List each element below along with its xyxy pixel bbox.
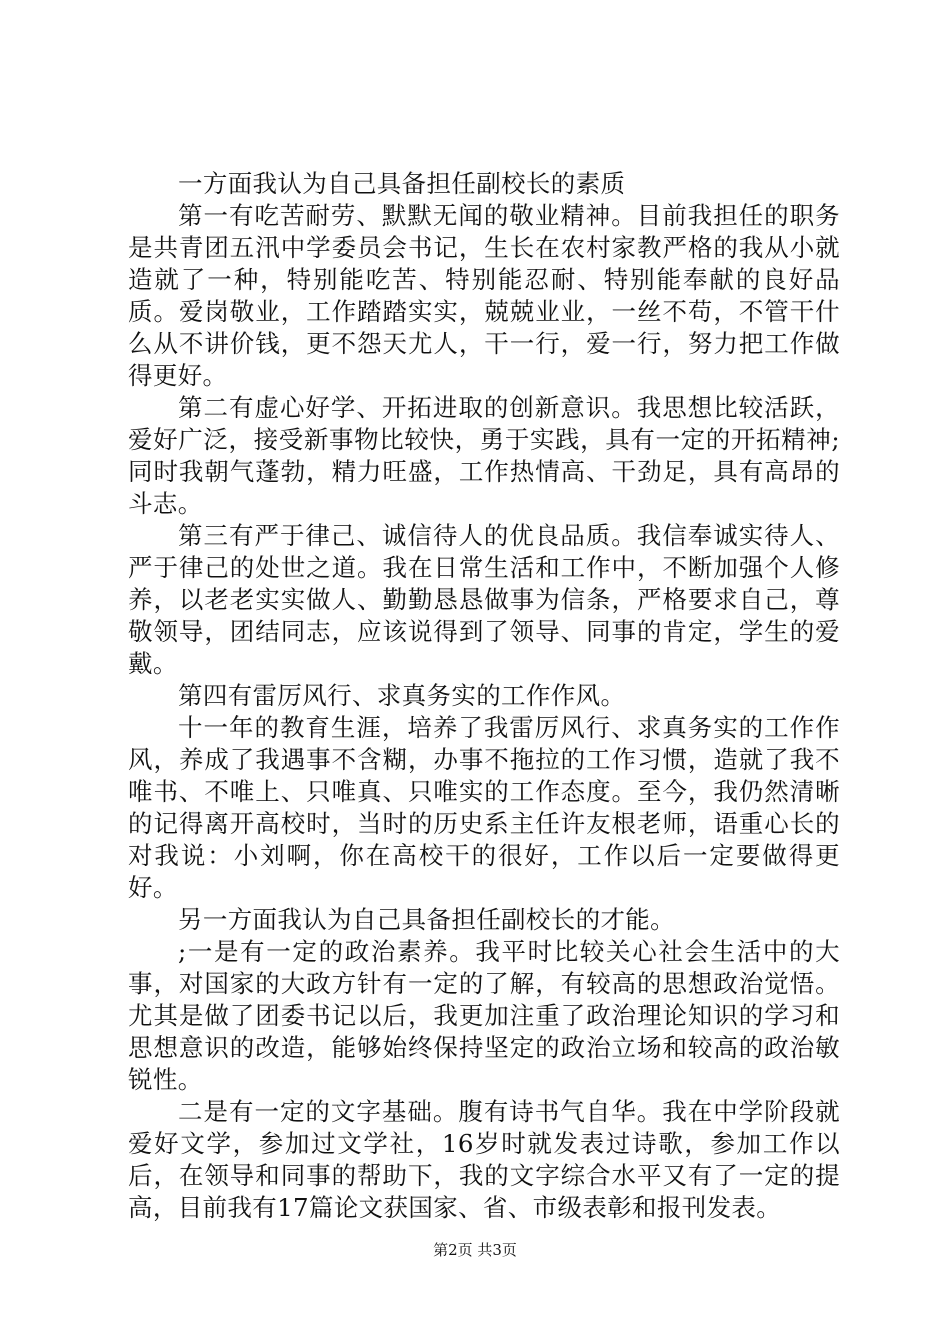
paragraph-heading-qualities: 一方面我认为自己具备担任副校长的素质 [178, 169, 626, 198]
paragraph-ability-2: 二是有一定的文字基础。腹有诗书气自华。我在中学阶段就爱好文学，参加过文学社，16岁时就发表过诗歌，参加工作以后，在领导和同事的帮助下，我的文字综合水平又有了一定的提高，目前我有17篇论文获国家、省、市级表彰和报刊发表。 [128, 1097, 840, 1222]
paragraph-point-2: 第二有虚心好学、开拓进取的创新意识。我思想比较活跃，爱好广泛，接受新事物比较快，勇于实践，具有一定的开拓精神;同时我朝气蓬勃，精力旺盛，工作热情高、干劲足，具有高昂的斗志。 [128, 393, 840, 518]
paragraph-point-4-detail: 十一年的教育生涯，培养了我雷厉风行、求真务实的工作作风，养成了我遇事不含糊，办事不拖拉的工作习惯，造就了我不唯书、不唯上、只唯真、只唯实的工作态度。至今，我仍然清晰的记得离开高校时，当时的历史系主任许友根老师，语重心长的对我说：小刘啊，你在高校干的很好，工作以后一定要做得更好。 [128, 713, 840, 902]
document-body [128, 168, 840, 1224]
paragraph-point-1: 第一有吃苦耐劳、默默无闻的敬业精神。目前我担任的职务是共青团五汛中学委员会书记，生长在农村家教严格的我从小就造就了一种，特别能吃苦、特别能忍耐、特别能奉献的良好品质。爱岗敬业，工作踏踏实实，兢兢业业，一丝不苟，不管干什么从不讲价钱，更不怨天尤人，干一行，爱一行，努力把工作做得更好。 [128, 201, 840, 390]
paragraph-point-3: 第三有严于律己、诚信待人的优良品质。我信奉诚实待人、严于律己的处世之道。我在日常生活和工作中，不断加强个人修养，以老老实实做人、勤勤恳恳做事为信条，严格要求自己，尊敬领导，团结同志，应该说得到了领导、同事的肯定，学生的爱戴。 [128, 521, 840, 678]
page-number: 第2页 共3页 [433, 1241, 517, 1259]
paragraph-ability-1: ;一是有一定的政治素养。我平时比较关心社会生活中的大事，对国家的大政方针有一定的了解，有较高的思想政治觉悟。尤其是做了团委书记以后，我更加注重了政治理论知识的学习和思想意识的改造，能够始终保持坚定的政治立场和较高的政治敏锐性。 [128, 937, 840, 1094]
paragraph-point-4: 第四有雷厉风行、求真务实的工作作风。 [178, 681, 626, 710]
paragraph-heading-abilities: 另一方面我认为自己具备担任副校长的才能。 [178, 905, 675, 934]
page-footer [0, 1240, 950, 1260]
